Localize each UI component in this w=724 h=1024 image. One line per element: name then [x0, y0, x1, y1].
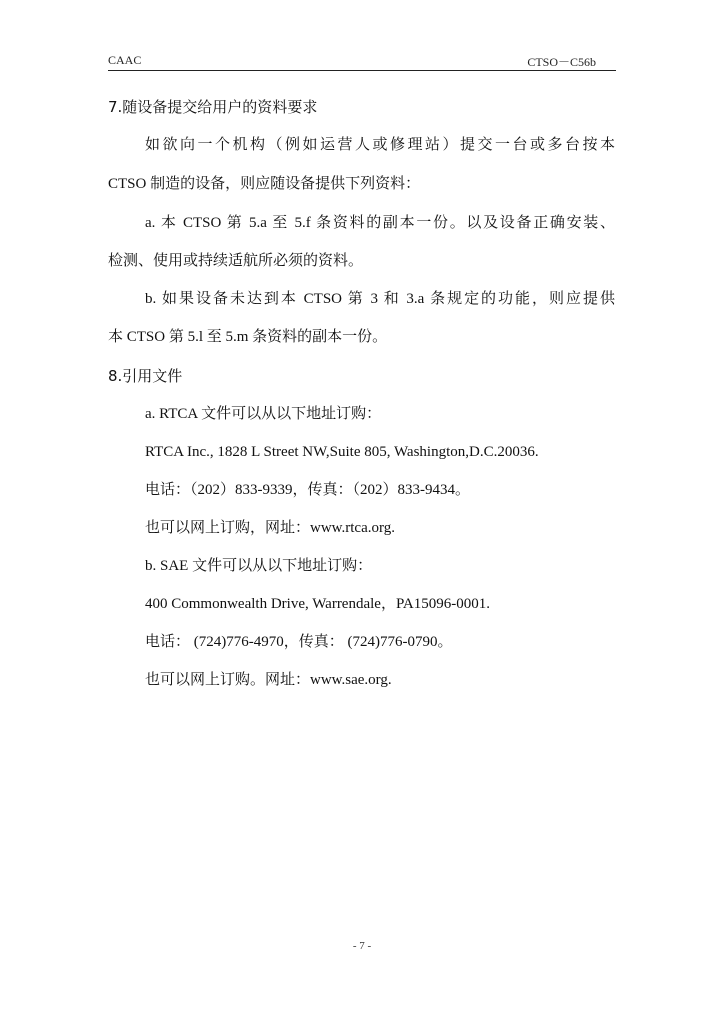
section-7-intro-line-1: 如欲向一个机构（例如运营人或修理站）提交一台或多台按本	[145, 137, 615, 153]
section-7-item-a-line-1: a. 本 CTSO 第 5.a 至 5.f 条资料的副本一份。以及设备正确安装、	[145, 215, 615, 231]
rtca-website: 也可以网上订购，网址：www.rtca.org.	[145, 520, 395, 536]
section-7-item-b-line-2: 本 CTSO 第 5.l 至 5.m 条资料的副本一份。	[108, 329, 388, 345]
page-header	[108, 52, 616, 71]
sae-address: 400 Commonwealth Drive, Warrendale，PA15096-0001.	[145, 596, 490, 612]
sae-phone: 电话： (724)776-4970，传真： (724)776-0790。	[145, 634, 453, 650]
rtca-intro: a. RTCA 文件可以从以下地址订购：	[145, 406, 382, 422]
sae-website: 也可以网上订购。网址：www.sae.org.	[145, 672, 392, 688]
page-number: - 7 -	[352, 940, 372, 952]
rtca-address: RTCA Inc., 1828 L Street NW,Suite 805, Washington,D.C.20036.	[145, 444, 539, 460]
header-left-text: CAAC	[108, 53, 142, 67]
section-7-intro-line-2: CTSO 制造的设备，则应随设备提供下列资料：	[108, 176, 421, 192]
rtca-phone: 电话：（202）833-9339，传真：（202）833-9434。	[145, 482, 470, 498]
section-7-item-b-line-1: b. 如果设备未达到本 CTSO 第 3 和 3.a 条规定的功能，则应提供	[145, 291, 615, 307]
section-8-title: 8.引用文件	[108, 367, 183, 385]
section-7-item-a-line-2: 检测、使用或持续适航所必须的资料。	[108, 253, 364, 269]
sae-intro: b. SAE 文件可以从以下地址订购：	[145, 558, 373, 574]
header-doc-number: CTSO－C56b	[527, 55, 596, 69]
section-7-title: 7.随设备提交给用户的资料要求	[108, 98, 318, 116]
